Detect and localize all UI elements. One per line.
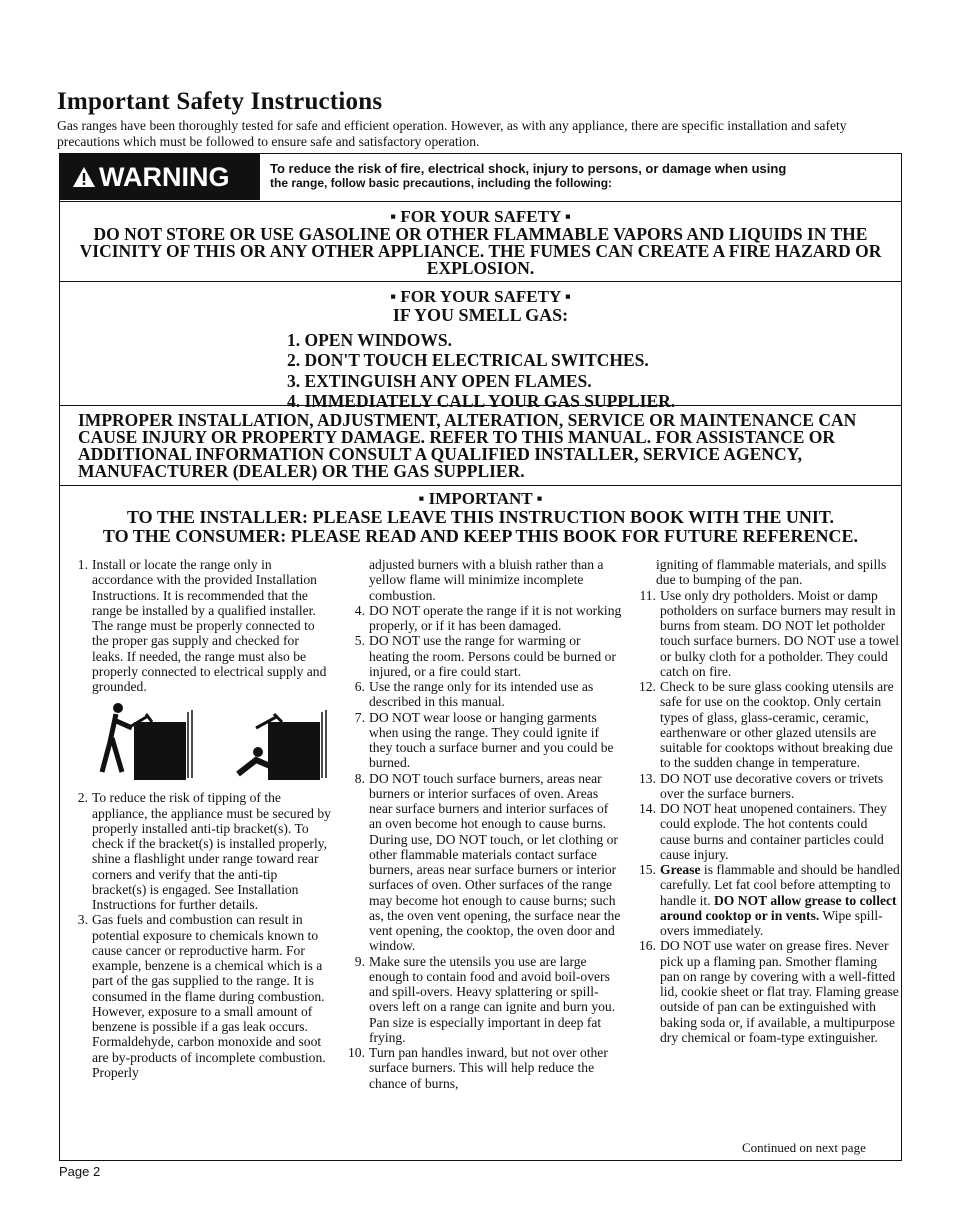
- list-item: [630, 938, 900, 1045]
- page-number: Page 2: [59, 1164, 101, 1179]
- item-number: 10.: [348, 1045, 365, 1060]
- item-number: 4.: [354, 602, 365, 618]
- smell-gas-heading: IF YOU SMELL GAS:: [392, 305, 569, 325]
- anti-tip-illustration: [88, 702, 332, 782]
- safety-heading-1: ▪ FOR YOUR SAFETY ▪: [390, 207, 571, 226]
- item-number: 8.: [354, 770, 365, 786]
- continued-note: Continued on next page: [742, 1140, 866, 1155]
- item-continuation: igniting of flammable materials, and spills due to bumping of the pan.: [656, 557, 887, 588]
- list-item: [630, 801, 900, 862]
- list-item: [347, 771, 622, 954]
- item-text: Make sure the utensils you use are large enough to contain food and avoid boil-overs and spill-overs. Heavy splattering or spill-overs left on a range can ignite and burn you. Pan size is especially important in deep fat frying.: [369, 953, 616, 1045]
- item-number: 9.: [354, 953, 365, 969]
- list-item: [630, 588, 900, 680]
- list-item: [70, 557, 332, 694]
- safety-section-vapors: [60, 202, 901, 282]
- item-text: DO NOT heat unopened containers. They could explode. The hot contents could cause burns and container particles could cause injury.: [660, 801, 887, 862]
- list-item: [347, 954, 622, 1046]
- item-bold-text: Grease: [660, 862, 701, 877]
- item-number: 7.: [354, 709, 365, 725]
- item-number: 6.: [354, 679, 365, 694]
- gas-step: 3. EXTINGUISH ANY OPEN FLAMES.: [287, 370, 592, 391]
- instructions-column-3: [630, 557, 900, 1045]
- warning-line-1: To reduce the risk of fire, electrical shock, injury to persons, or damage when using: [270, 161, 787, 176]
- list-item: [70, 912, 332, 1080]
- item-number: 2.: [77, 790, 88, 806]
- consumer-note: TO THE CONSUMER: PLEASE READ AND KEEP THIS BOOK FOR FUTURE REFERENCE.: [102, 526, 859, 546]
- item-text: Use only dry potholders. Moist or damp potholders on surface burners may result in burns from steam. DO NOT let potholder touch surface burners. DO NOT use a towel or bulky cloth for a potholder. They could catch on fire.: [660, 587, 900, 679]
- item-text-part: Wipe spill-overs immediately.: [660, 907, 883, 938]
- list-item: [70, 790, 332, 912]
- list-item: [630, 862, 900, 938]
- intro-paragraph: Gas ranges have been thoroughly tested for safe and efficient operation. However, as with any appliance, there are specific installation and safety precautions which must be followed to ensure safe and satisfactory operation.: [57, 118, 847, 149]
- list-item: [347, 710, 622, 771]
- important-heading: ▪ IMPORTANT ▪: [418, 489, 543, 508]
- item-text: DO NOT wear loose or hanging garments when using the range. They could ignite if they touch a surface burner and you could be burned.: [369, 709, 614, 771]
- item-number: 12.: [639, 679, 656, 694]
- item-number: 13.: [639, 770, 656, 786]
- improper-installation-section: [60, 406, 901, 486]
- warning-text: [270, 161, 890, 191]
- instructions-column-2: [347, 557, 622, 1091]
- item-text: DO NOT use water on grease fires. Never pick up a flaming pan. Smother flaming pan on range by covering with a well-fitted lid, cookie sheet or flat tray. Flaming grease outside of pan can be extinguished with baking soda or, if available, a multipurpose dry chemical or foam-type extinguisher.: [660, 938, 899, 1045]
- instructions-column-1: [70, 557, 332, 1080]
- warning-label: WARNING: [99, 161, 230, 192]
- item-text: Check to be sure glass cooking utensils are safe for use on the cooktop. Only certain types of glass, glass-ceramic, ceramic, earthenware or other glazed utensils are suitable for cooktops without breaking due to the sudden change in temperature.: [660, 679, 894, 771]
- gas-step: 1. OPEN WINDOWS.: [287, 330, 452, 350]
- gas-steps-list: [287, 330, 675, 411]
- item-text: DO NOT operate the range if it is not working properly, or if it has been damaged.: [369, 602, 622, 633]
- list-item: [347, 1045, 622, 1091]
- flammable-vapors-warning: DO NOT STORE OR USE GASOLINE OR OTHER FLAMMABLE VAPORS AND LIQUIDS IN THE VICINITY OF THIS OR ANY OTHER APPLIANCE. THE FUMES CAN CREATE A FIRE HAZARD OR EXPLOSION.: [79, 224, 882, 278]
- item-number: 3.: [77, 912, 88, 928]
- item-text: DO NOT use decorative covers or trivets over the surface burners.: [660, 770, 884, 801]
- list-item: [347, 603, 622, 634]
- list-item: [630, 679, 900, 771]
- item-text: DO NOT touch surface burners, areas near burners or interior surfaces of oven. Areas near surface burners and interior surfaces of an oven become hot enough to cause burns. During use, DO NOT touch, or let clothing or other flammable materials contact surface burners, areas near surface burners or interior surfaces of oven. Other surfaces of the range may become hot enough to cause burns; such as, the oven vent opening, the surface near the vent opening, the cooktop, the oven door and window.: [369, 770, 621, 954]
- warning-line-2: the range, follow basic precautions, including the following:: [270, 176, 613, 190]
- item-number: 16.: [639, 938, 656, 954]
- item-text: [657, 862, 900, 938]
- item-number: 11.: [639, 587, 656, 603]
- item-text-part: is flammable and should be handled carefully. Let fat cool before attempting to handle it.: [660, 862, 900, 908]
- warning-badge: [60, 154, 260, 200]
- list-item: [347, 633, 622, 679]
- safety-heading-2: ▪ FOR YOUR SAFETY ▪: [390, 287, 571, 306]
- list-item: [347, 679, 622, 710]
- page-title: Important Safety Instructions: [57, 88, 383, 115]
- item-text: Gas fuels and combustion can result in potential exposure to chemicals known to cause cancer or reproductive harm. For example, benzene is a chemical which is a part of the gas supplied to the range. It is consumed in the flame during combustion. However, exposure to a small amount of benzene is possible if a gas leak occurs. Formaldehyde, carbon monoxide and soot are by-products of incomplete combustion. Properly: [92, 912, 326, 1080]
- tipping-range-icon: [88, 702, 328, 782]
- gas-step: 2. DON'T TOUCH ELECTRICAL SWITCHES.: [287, 350, 649, 371]
- item-text: Turn pan handles inward, but not over other surface burners. This will help reduce the chance of burns,: [369, 1045, 608, 1091]
- list-item: [630, 771, 900, 802]
- item-text: Use the range only for its intended use as described in this manual.: [369, 679, 594, 710]
- warning-triangle-icon: [72, 166, 96, 188]
- item-continuation: adjusted burners with a bluish rather than a yellow flame will minimize incomplete combustion.: [369, 557, 604, 603]
- item-number: 1.: [77, 557, 88, 572]
- installer-note: TO THE INSTALLER: PLEASE LEAVE THIS INSTRUCTION BOOK WITH THE UNIT.: [126, 507, 835, 527]
- item-text: DO NOT use the range for warming or heating the room. Persons could be burned or injured, or a fire could start.: [369, 633, 616, 679]
- item-text: Install or locate the range only in accordance with the provided Installation Instructions. It is recommended that the range be installed by a qualified installer. The range must be properly connected to the proper gas supply and checked for leaks. If needed, the range must also be properly connected to electrical supply and grounded.: [92, 557, 327, 694]
- item-text: To reduce the risk of tipping of the appliance, the appliance must be secured by properly installed anti-tip bracket(s). To check if the bracket(s) is installed properly, shine a flashlight under range toward rear corners and verify that the anti-tip bracket(s) is engaged. See Installation Instructions for further details.: [92, 790, 331, 912]
- item-number: 14.: [639, 801, 656, 816]
- item-bold-text: DO NOT allow grease to collect around cooktop or in vents.: [660, 892, 897, 923]
- safety-section-gas-smell: [60, 282, 901, 411]
- improper-installation-warning: IMPROPER INSTALLATION, ADJUSTMENT, ALTERATION, SERVICE OR MAINTENANCE CAN CAUSE INJURY OR PROPERTY DAMAGE. REFER TO THIS MANUAL. FOR ASSISTANCE OR ADDITIONAL INFORMATION CONSULT A QUALIFIED INSTALLER, SERVICE AGENCY, MANUFACTURER (DEALER) OR THE GAS SUPPLIER.: [78, 410, 857, 481]
- item-number: 5.: [354, 633, 365, 649]
- warning-header: [60, 154, 901, 202]
- gas-step: 4. IMMEDIATELY CALL YOUR GAS SUPPLIER.: [287, 390, 676, 411]
- important-section: [60, 486, 901, 548]
- item-number: 15.: [639, 862, 656, 877]
